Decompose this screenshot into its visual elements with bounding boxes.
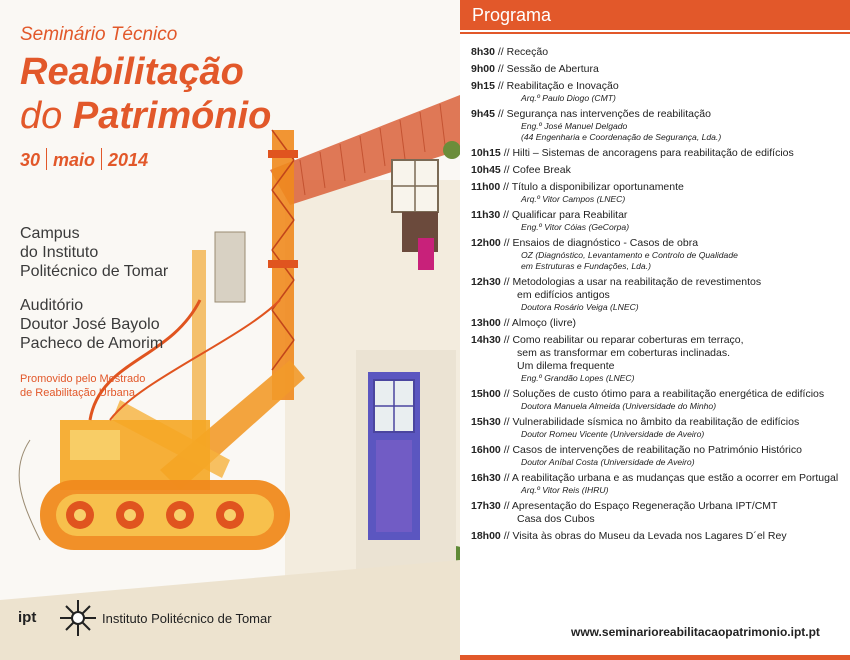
venue-line: do Instituto (20, 244, 99, 261)
event-subtitle: Seminário Técnico (20, 24, 178, 45)
session-title: 14h30 // Como reabilitar ou reparar coberturas em terraço, (471, 334, 744, 346)
session-time: 11h30 (471, 209, 501, 221)
schedule-item (471, 530, 846, 543)
schedule-item (471, 80, 846, 104)
session-title: 10h45 // Cofee Break (471, 164, 571, 176)
session-title-continuation (471, 347, 846, 360)
schedule-item (471, 147, 846, 160)
speaker-name: Arq.º Vitor Reis (IHRU) (521, 485, 609, 495)
session-title: 10h15 // Hilti – Sistemas de ancoragens para reabilitação de edifícios (471, 147, 794, 159)
session-title: 17h30 // Apresentação do Espaço Regeneração Urbana IPT/CMT (471, 500, 778, 512)
footer-bar (460, 655, 850, 660)
schedule-item (471, 416, 846, 440)
schedule-item (471, 108, 846, 143)
speaker-name: (44 Engenharia e Coordenação de Segurança, Lda.) (521, 132, 722, 142)
speaker-name: em Estruturas e Fundações, Lda.) (521, 261, 651, 271)
session-time: 9h15 (471, 80, 495, 92)
schedule-item (471, 388, 846, 412)
schedule-item (471, 164, 846, 177)
speaker-name: OZ (Diagnóstico, Levantamento e Controlo de Qualidade (521, 250, 738, 260)
session-title: 9h45 // Segurança nas intervenções de reabilitação (471, 108, 711, 120)
session-title: 11h30 // Qualificar para Reabilitar (471, 209, 628, 221)
session-text: Título a disponibilizar oportunamente (511, 181, 684, 193)
session-text: Receção (506, 46, 549, 58)
schedule-list (471, 46, 846, 547)
session-time: 9h45 (471, 108, 495, 120)
session-title: 12h00 // Ensaios de diagnóstico - Casos de obra (471, 237, 699, 249)
session-text: Visita às obras do Museu da Levada nos Lagares D´el Rey (512, 530, 787, 542)
session-title: 15h00 // Soluções de custo ótimo para a reabilitação energética de edifícios (471, 388, 825, 400)
session-text: Sessão de Abertura (506, 63, 599, 75)
schedule-item (471, 334, 846, 384)
session-time: 11h00 (471, 181, 501, 193)
session-text: Apresentação do Espaço Regeneração Urbana IPT/CMT (511, 500, 778, 512)
session-text: Qualificar para Reabilitar (511, 209, 628, 221)
session-time: 16h30 (471, 472, 501, 484)
session-time: 16h00 (471, 444, 501, 456)
session-text: Cofee Break (512, 164, 571, 176)
room-block (20, 296, 163, 353)
session-title-continuation (471, 513, 846, 526)
venue-line: Campus (20, 225, 80, 242)
room-line: Pacheco de Amorim (20, 335, 164, 352)
schedule-item (471, 46, 846, 59)
session-text: Casa dos Cubos (517, 513, 595, 525)
website-link[interactable]: www.seminarioreabilitacaopatrimonio.ipt.pt (571, 625, 820, 639)
session-text: Um dilema frequente (517, 360, 615, 372)
session-title: 11h00 // Título a disponibilizar oportunamente (471, 181, 684, 193)
session-title: 9h15 // Reabilitação e Inovação (471, 80, 619, 92)
institution-name: Instituto Politécnico de Tomar (102, 611, 272, 626)
session-text: A reabilitação urbana e as mudanças que estão a ocorrer em Portugal (511, 472, 839, 484)
session-time: 10h45 (471, 164, 501, 176)
session-text: Casos de intervenções de reabilitação no Património Histórico (512, 444, 802, 456)
schedule-item (471, 181, 846, 205)
speaker-name: Doutor Aníbal Costa (Universidade de Aveiro) (521, 457, 695, 467)
event-title-main: Património (72, 95, 272, 137)
schedule-item (471, 317, 846, 330)
date-separator (46, 148, 47, 170)
program-header (460, 0, 850, 30)
session-time: 15h00 (471, 388, 501, 400)
date-day: 30 (20, 150, 41, 170)
session-time: 15h30 (471, 416, 501, 428)
speaker-name: Eng.º José Manuel Delgado (521, 121, 628, 131)
session-text: Segurança nas intervenções de reabilitação (506, 108, 711, 120)
session-text: Almoço (livre) (511, 317, 577, 329)
session-title: 13h00 // Almoço (livre) (471, 317, 577, 329)
session-text: em edifícios antigos (517, 289, 610, 301)
program-panel (460, 0, 850, 660)
header-rule (460, 32, 850, 34)
event-title-line2 (20, 94, 271, 138)
session-time: 18h00 (471, 530, 501, 542)
session-time: 13h00 (471, 317, 501, 329)
promoter-line: Promovido pelo Mestrado (20, 373, 146, 385)
session-title-continuation (471, 289, 846, 302)
session-time: 8h30 (471, 46, 495, 58)
date-month: maio (53, 150, 96, 170)
session-title: 12h30 // Metodologias a usar na reabilitação de revestimentos (471, 276, 762, 288)
session-text: Como reabilitar ou reparar coberturas em terraço, (512, 334, 744, 346)
speaker-name: Arq.º Vitor Campos (LNEC) (521, 194, 626, 204)
schedule-item (471, 444, 846, 468)
session-text: Vulnerabilidade sísmica no âmbito da reabilitação de edifícios (512, 416, 800, 428)
schedule-item (471, 276, 846, 313)
room-line: Auditório (20, 297, 84, 314)
session-time: 10h15 (471, 147, 501, 159)
session-title: 18h00 // Visita às obras do Museu da Levada nos Lagares D´el Rey (471, 530, 787, 542)
room-line: Doutor José Bayolo (20, 316, 160, 333)
logo-abbreviation: ipt (18, 609, 37, 626)
session-time: 9h00 (471, 63, 495, 75)
speaker-name: Doutora Manuela Almeida (Universidade do Minho) (521, 401, 717, 411)
schedule-item (471, 237, 846, 272)
schedule-item (471, 63, 846, 76)
speaker-name: Arq.º Paulo Diogo (CMT) (521, 93, 616, 103)
date-separator (101, 148, 102, 170)
program-heading: Programa (472, 5, 552, 25)
session-title-continuation (471, 360, 846, 373)
date-year: 2014 (108, 150, 149, 170)
session-title: 15h30 // Vulnerabilidade sísmica no âmbito da reabilitação de edifícios (471, 416, 800, 428)
venue-line: Politécnico de Tomar (20, 263, 169, 280)
event-title-line1: Reabilitação (20, 51, 244, 93)
session-text: Soluções de custo ótimo para a reabilitação energética de edifícios (512, 388, 825, 400)
session-time: 12h30 (471, 276, 501, 288)
speaker-name: Doutor Romeu Vicente (Universidade de Aveiro) (521, 429, 705, 439)
session-title: 16h30 // A reabilitação urbana e as mudanças que estão a ocorrer em Portugal (471, 472, 839, 484)
session-time: 17h30 (471, 500, 501, 512)
schedule-item (471, 472, 846, 496)
session-text: Ensaios de diagnóstico - Casos de obra (512, 237, 699, 249)
schedule-item (471, 500, 846, 526)
session-text: Hilti – Sistemas de ancoragens para reabilitação de edifícios (512, 147, 794, 159)
event-date (20, 148, 148, 171)
session-title: 16h00 // Casos de intervenções de reabilitação no Património Histórico (471, 444, 802, 456)
speaker-name: Doutora Rosário Veiga (LNEC) (521, 302, 639, 312)
promoter-note (20, 372, 145, 400)
speaker-name: Eng.º Grandão Lopes (LNEC) (521, 373, 635, 383)
session-time: 14h30 (471, 334, 501, 346)
session-text: Metodologias a usar na reabilitação de revestimentos (512, 276, 762, 288)
venue-block (20, 224, 168, 281)
session-text: sem as transformar em coberturas inclinadas. (517, 347, 730, 359)
session-title: 9h00 // Sessão de Abertura (471, 63, 599, 75)
session-time: 12h00 (471, 237, 501, 249)
session-title: 8h30 // Receção (471, 46, 549, 58)
speaker-name: Eng.º Vitor Cóias (GeCorpa) (521, 222, 630, 232)
session-text: Reabilitação e Inovação (506, 80, 619, 92)
event-title-prefix: do (20, 95, 63, 137)
promoter-line: de Reabilitação Urbana (20, 387, 135, 399)
schedule-item (471, 209, 846, 233)
